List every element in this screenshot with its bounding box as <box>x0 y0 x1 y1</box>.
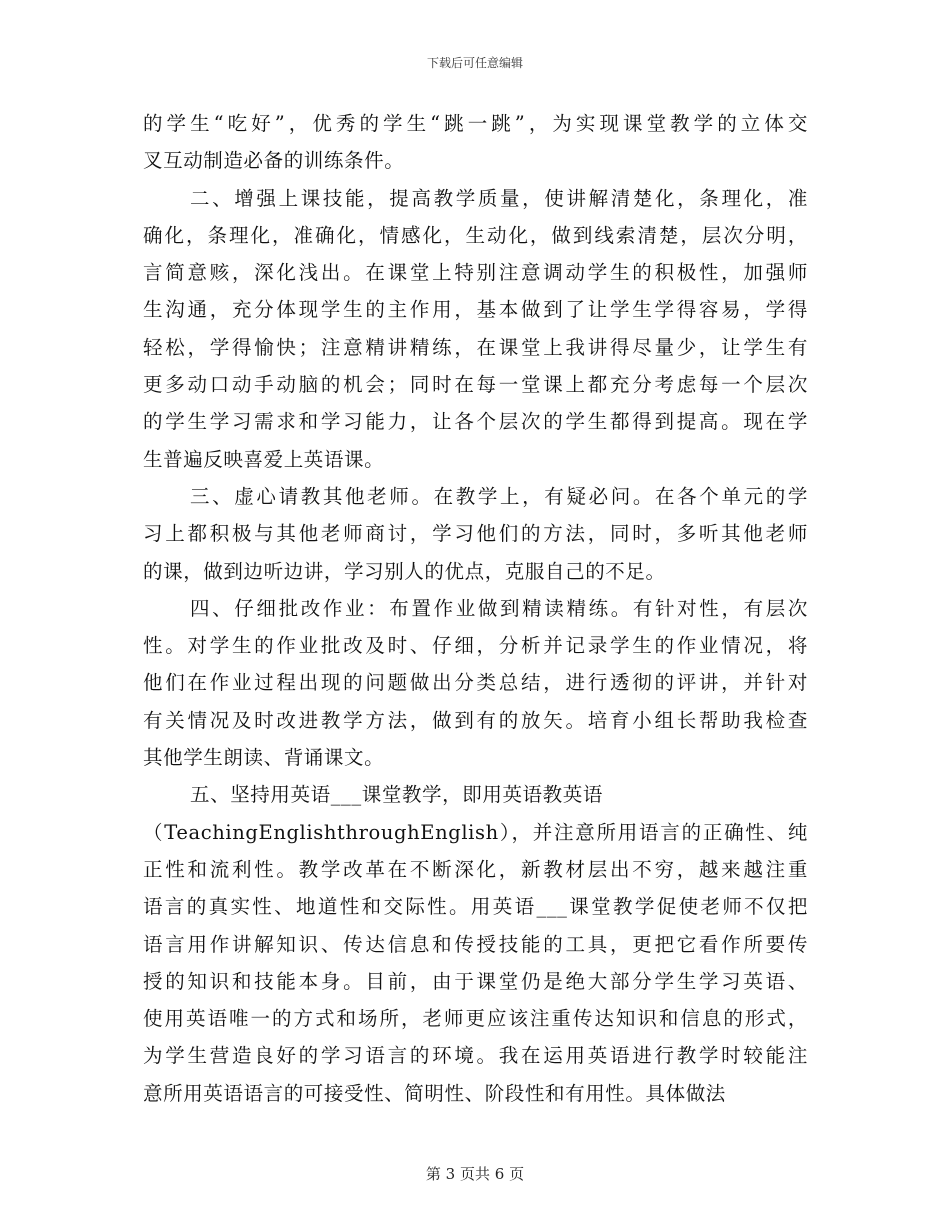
text-line: 性。对学生的作业批改及时、仔细，分析并记录学生的作业情况，将 <box>143 634 808 658</box>
page-number-footer: 第 3 页共 6 页 <box>425 1165 525 1183</box>
text-line: 习上都积极与其他老师商讨，学习他们的方法，同时，多听其他老师 <box>143 522 808 546</box>
text-line: 生普遍反映喜爱上英语课。 <box>143 447 385 471</box>
text-line: 语言用作讲解知识、传达信息和传授技能的工具，更把它看作所要传 <box>143 932 808 956</box>
paragraph-start-line: 四、仔细批改作业：布置作业做到精读精练。有针对性，有层次 <box>190 596 808 620</box>
text-line: 的学生“吃好”，优秀的学生“跳一跳”，为实现课堂教学的立体交 <box>143 112 808 135</box>
text-line: 更多动口动手动脑的机会；同时在每一堂课上都充分考虑每一个层次 <box>143 373 808 397</box>
text-line: 生沟通，充分体现学生的主作用，基本做到了让学生学得容易，学得 <box>143 298 808 322</box>
text-line: 有关情况及时改进教学方法，做到有的放矢。培育小组长帮助我检查 <box>143 708 808 732</box>
text-line: 的学生学习需求和学习能力，让各个层次的学生都得到提高。现在学 <box>143 410 808 434</box>
text-line: 语言的真实性、地道性和交际性。用英语___课堂教学促使老师不仅把 <box>143 895 808 919</box>
text-line: 确化，条理化，准确化，情感化，生动化，做到线索清楚，层次分明， <box>143 223 808 247</box>
text-line: 叉互动制造必备的训练条件。 <box>143 149 405 173</box>
paragraph-start-line: 三、虚心请教其他老师。在教学上，有疑必问。在各个单元的学 <box>190 484 808 508</box>
paragraph-start-line: 二、增强上课技能，提高教学质量，使讲解清楚化，条理化，准 <box>190 186 808 210</box>
text-line: 轻松，学得愉快；注意精讲精练，在课堂上我讲得尽量少，让学生有 <box>143 335 808 359</box>
text-line: （TeachingEnglishthroughEnglish），并注意所用语言的正确性、纯 <box>143 820 808 844</box>
document-body <box>143 105 808 1112</box>
text-line: 为学生营造良好的学习语言的环境。我在运用英语进行教学时较能注 <box>143 1044 808 1068</box>
text-line: 授的知识和技能本身。目前，由于课堂仍是绝大部分学生学习英语、 <box>143 969 808 993</box>
text-line: 正性和流利性。教学改革在不断深化，新教材层出不穷，越来越注重 <box>143 857 808 881</box>
text-line: 言简意赅，深化浅出。在课堂上特别注意调动学生的积极性，加强师 <box>143 261 808 285</box>
text-line: 使用英语唯一的方式和场所，老师更应该注重传达知识和信息的形式， <box>143 1007 808 1031</box>
text-line: 意所用英语语言的可接受性、简明性、阶段性和有用性。具体做法 <box>143 1081 726 1105</box>
paragraph-start-line: 五、坚持用英语___课堂教学，即用英语教英语 <box>190 783 603 807</box>
text-line: 的课，做到边听边讲，学习别人的优点，克服自己的不足。 <box>143 559 666 583</box>
text-line: 他们在作业过程出现的问题做出分类总结，进行透彻的评讲，并针对 <box>143 671 808 695</box>
page-header: 下载后可任意编辑 <box>426 56 523 70</box>
text-line: 其他学生朗读、背诵课文。 <box>143 746 385 770</box>
